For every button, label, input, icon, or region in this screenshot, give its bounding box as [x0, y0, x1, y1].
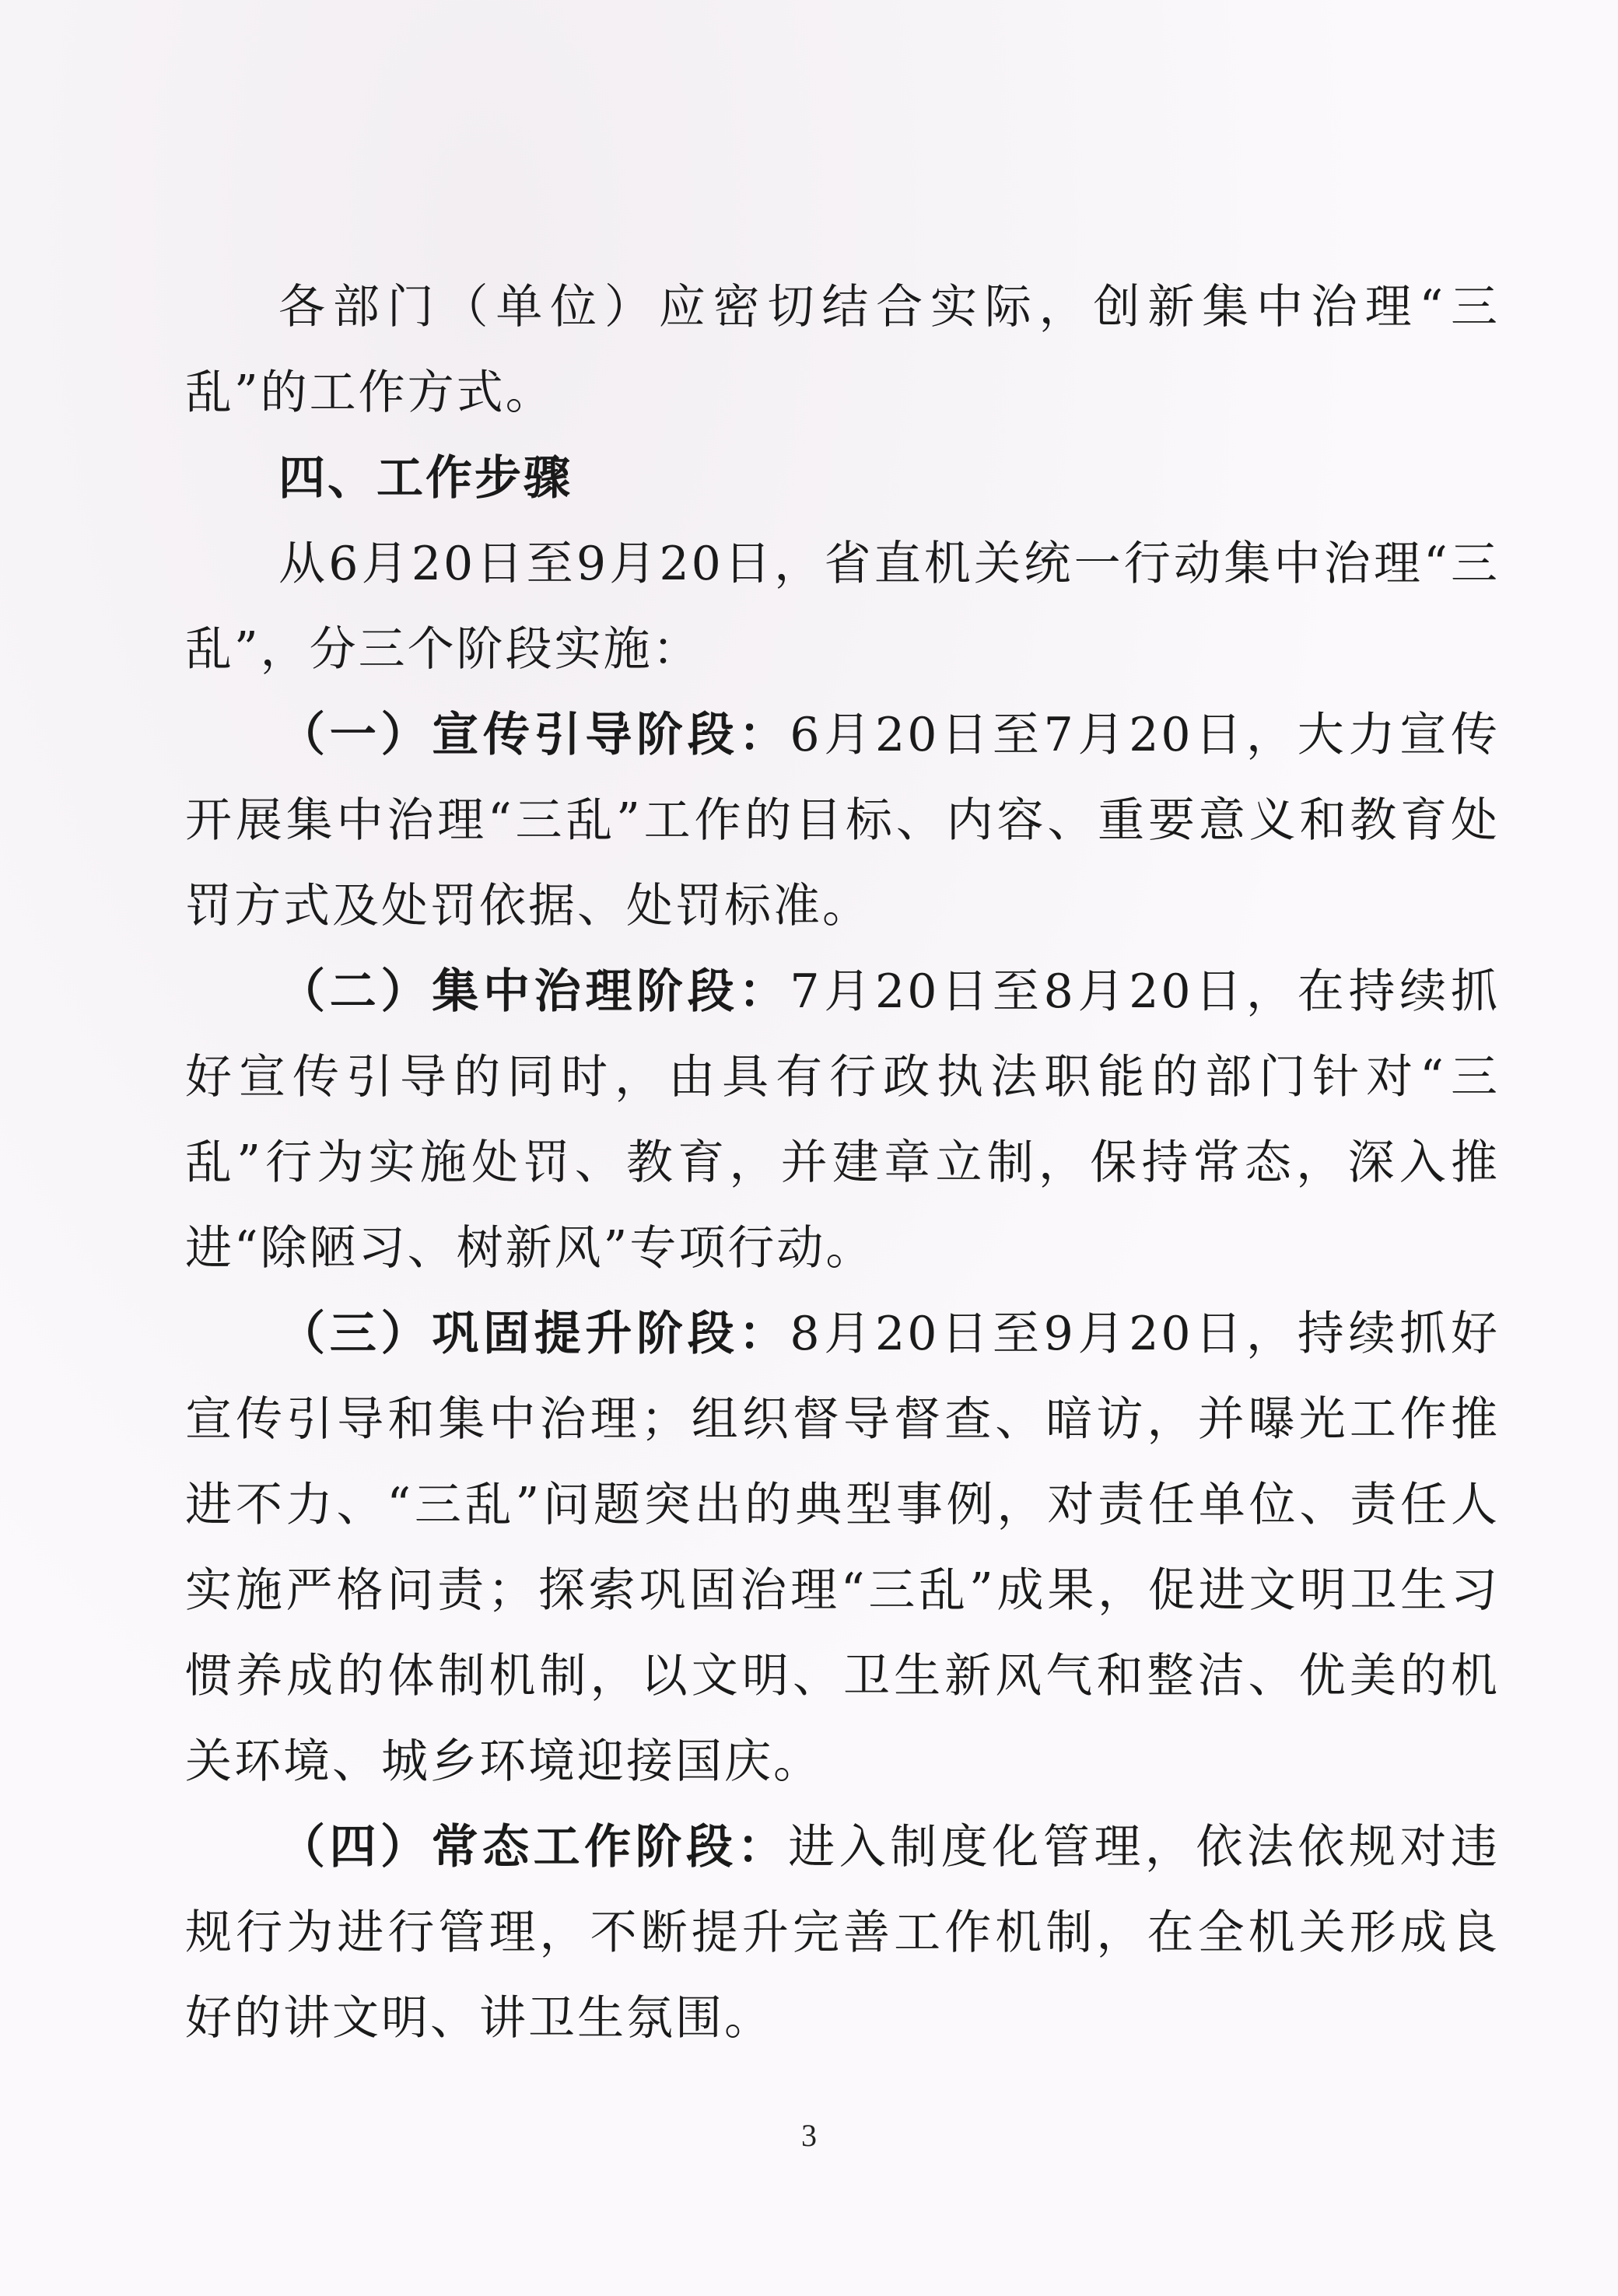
stage-text: 6月20日至7月20日，大力宣传开展集中治理“三乱”工作的目标、内容、重要意义和教育处罚方式及处罚依据、处罚标准。 [185, 708, 1500, 933]
overview-paragraph: 从6月20日至9月20日，省直机关统一行动集中治理“三乱”，分三个阶段实施： [185, 537, 1500, 677]
intro-paragraph: 各部门（单位）应密切结合实际，创新集中治理“三乱”的工作方式。 [185, 280, 1500, 420]
stage-label: （三）巩固提升阶段： [278, 1307, 790, 1361]
document-body [185, 264, 1500, 2061]
stage-label: （四）常态工作阶段： [278, 1820, 789, 1874]
stage-label: （一）宣传引导阶段： [278, 708, 790, 762]
stage-text: 进入制度化管理，依法依规对违规行为进行管理，不断提升完善工作机制，在全机关形成良好的讲文明、讲卫生氛围。 [185, 1820, 1501, 2046]
stage-text: 7月20日至8月20日，在持续抓好宣传引导的同时，由具有行政执法职能的部门针对“三乱”行为实施处罚、教育，并建章立制，保持常态，深入推进“除陋习、树新风”专项行动。 [185, 964, 1500, 1276]
stage-paragraph-1 [185, 692, 1500, 949]
stage-text: 8月20日至9月20日，持续抓好宣传引导和集中治理；组织督导督查、暗访，并曝光工作推进不力、“三乱”问题突出的典型事例，对责任单位、责任人实施严格问责；探索巩固治理“三乱”成果，促进文明卫生习惯养成的体制机制，以文明、卫生新风气和整洁、优美的机关环境、城乡环境迎接国庆。 [185, 1307, 1500, 1789]
stage-paragraph-2 [185, 949, 1500, 1291]
stage-paragraph-4 [185, 1804, 1500, 2061]
page-number: 3 [801, 2118, 817, 2153]
stage-paragraph-3 [185, 1291, 1500, 1804]
stage-label: （二）集中治理阶段： [278, 964, 790, 1019]
section-heading: 四、工作步骤 [278, 451, 573, 506]
